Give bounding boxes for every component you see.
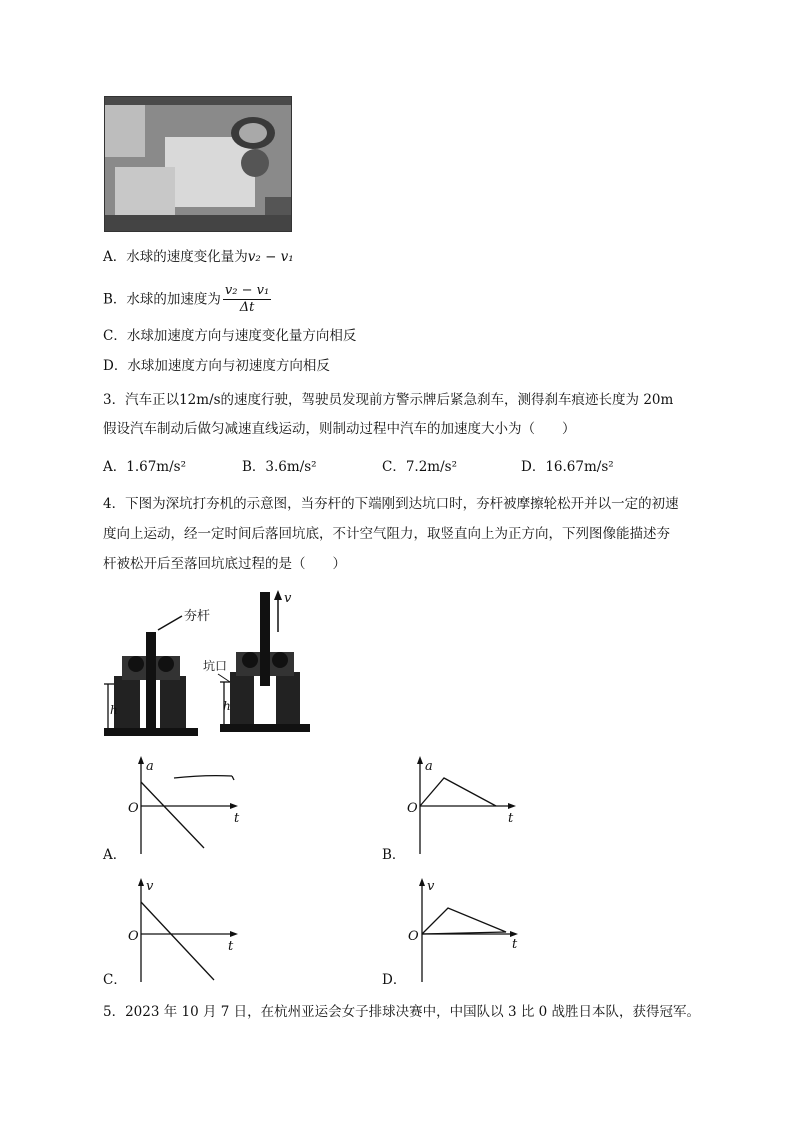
svg-text:a: a — [425, 759, 433, 774]
q4-stem-line3: 杆被松开后至落回坑底过程的是（ ） — [103, 556, 346, 572]
q2-option-a-expr: v₂ − v₁ — [247, 249, 294, 265]
svg-text:O: O — [407, 801, 418, 816]
graph-d-label: D． — [382, 972, 407, 988]
svg-text:O: O — [128, 801, 139, 816]
q4-stem-line2: 度向上运动，经一定时间后落回坑底，不计空气阻力，取竖直向上为正方向，下列图像能描述夯 — [103, 526, 670, 542]
q2-option-c: C．水球加速度方向与速度变化量方向相反 — [103, 328, 357, 344]
pit-label: 坑口 — [203, 659, 228, 673]
graph-a-label: A． — [103, 847, 127, 863]
svg-text:O: O — [128, 929, 139, 944]
q3-option-a: A．1.67m/s² — [103, 459, 186, 475]
q2-option-d: D．水球加速度方向与初速度方向相反 — [103, 358, 330, 374]
water-ball-photo — [104, 96, 292, 232]
svg-text:v: v — [284, 591, 292, 606]
rod-label: 夯杆 — [184, 609, 211, 624]
q3-stem-line1: 3．汽车正以12m/s的速度行驶，驾驶员发现前方警示牌后紧急刹车，测得刹车痕迹长度为 20m — [103, 392, 674, 408]
svg-text:O: O — [408, 929, 419, 944]
q3-option-c: C．7.2m/s² — [382, 459, 457, 475]
svg-text:a: a — [146, 759, 154, 774]
svg-text:v: v — [427, 879, 435, 894]
q3-option-b: B．3.6m/s² — [242, 459, 317, 475]
svg-text:h: h — [223, 699, 231, 713]
tamping-machine-diagram — [100, 586, 320, 740]
q3-stem-line2: 假设汽车制动后做匀减速直线运动，则制动过程中汽车的加速度大小为（ ） — [103, 421, 576, 437]
svg-text:v: v — [146, 879, 154, 894]
graph-b-label: B． — [382, 847, 406, 863]
svg-text:t: t — [234, 811, 240, 826]
q2-option-b: B．水球的加速度为 $\frac{\text{v₂ − v₁}}{\Delta t}$ — [103, 283, 270, 315]
q2-option-b-fraction: $\frac{\text{v₂ − v₁}}{\Delta t}$ — [224, 283, 270, 315]
svg-text:h: h — [110, 703, 118, 717]
graph-c-label: C． — [103, 972, 127, 988]
svg-text:t: t — [512, 937, 518, 952]
svg-text:t: t — [508, 811, 514, 826]
q4-stem-line1: 4．下图为深坑打夯机的示意图，当夯杆的下端刚到达坑口时，夯杆被摩擦轮松开并以一定的初速 — [103, 496, 679, 512]
q2-option-a: A．水球的速度变化量为v₂ − v₁ — [103, 249, 294, 265]
svg-text:t: t — [228, 939, 234, 954]
q5-stem-line1: 5．2023 年 10 月 7 日，在杭州亚运会女子排球决赛中，中国队以 3 比 0 战胜日本队，获得冠军。 — [103, 1004, 701, 1020]
q3-option-d: D．16.67m/s² — [521, 459, 614, 475]
